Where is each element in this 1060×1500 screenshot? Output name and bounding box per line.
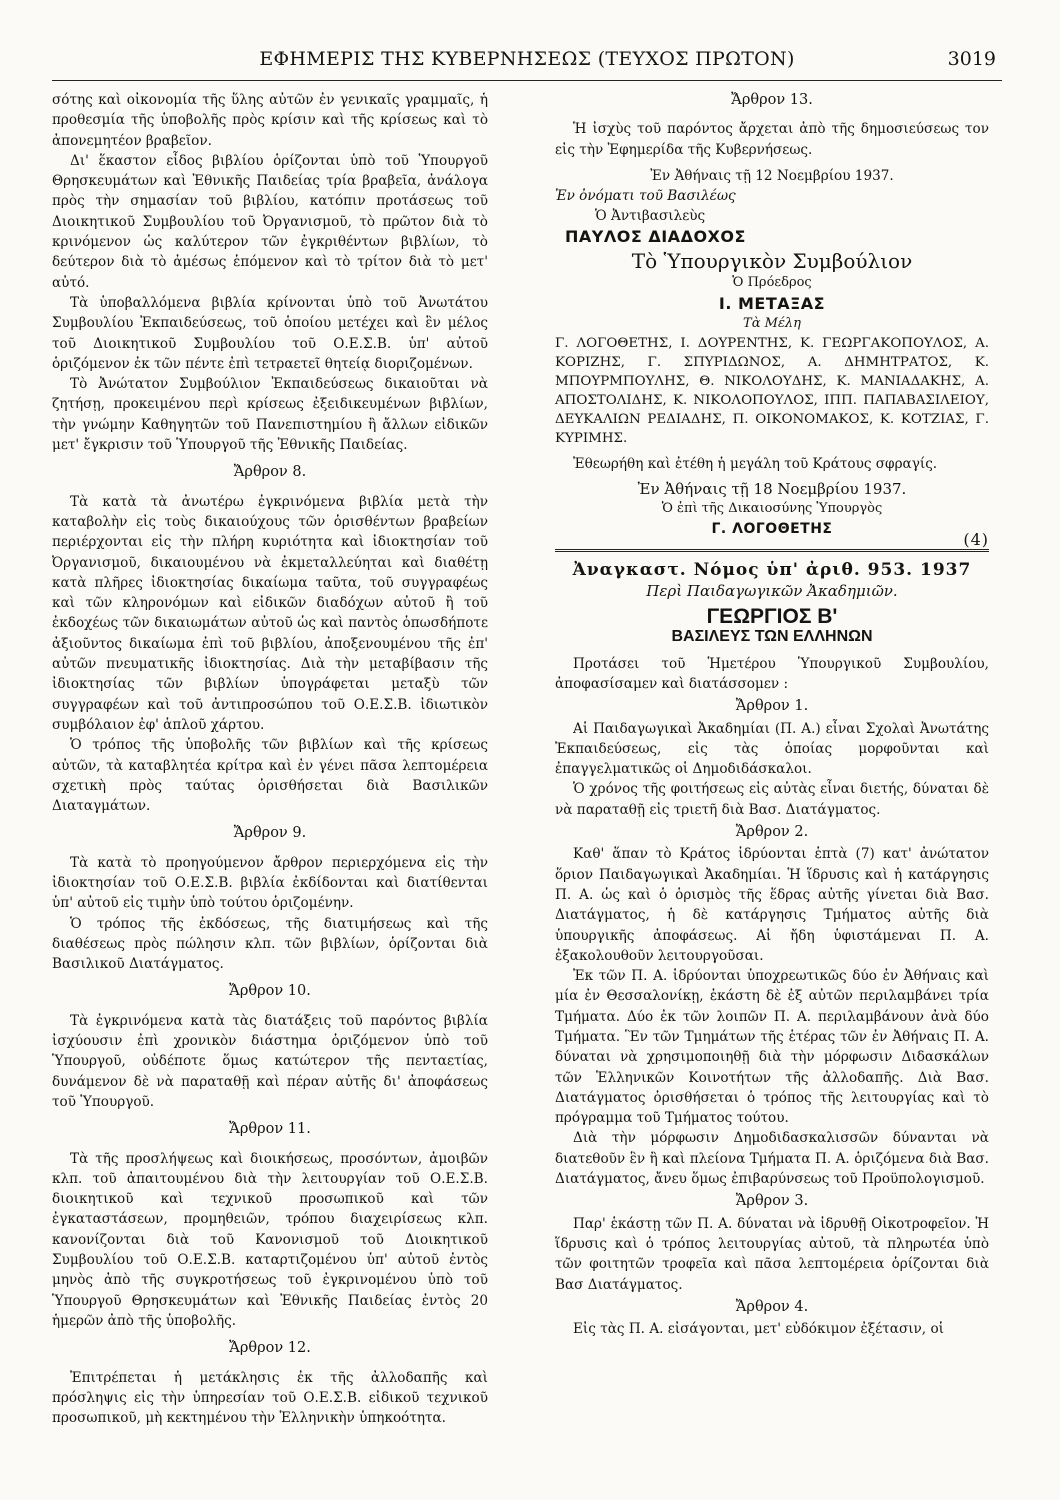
page-number: 3019	[947, 48, 996, 70]
left-column	[52, 90, 488, 1428]
gazette-title: ΕΦΗΜΕΡΙΣ ΤΗΣ ΚΥΒΕΡΝΗΣΕΩΣ (ΤΕΥΧΟΣ ΠΡΩΤΟΝ)	[259, 48, 795, 70]
law-title	[555, 530, 989, 581]
regent-label: Ὁ Ἀντιβασιλεὺς	[595, 208, 706, 225]
paragraph: Διὰ τὴν μόρφωσιν Δημοδιδασκαλισσῶν δύνανται νὰ διατεθοῦν ἓν ἢ καὶ πλείονα Τμήματα Π. Α. ὁριζόμενα διὰ Βασ. Διατάγματος, ἄνευ ὅμως ἐπιβαρύνσεως τοῦ Προϋπολογισμοῦ.	[555, 1130, 989, 1188]
date-line: Ἐν Ἀθήναις τῇ 12 Νοεμβρίου 1937.	[650, 167, 894, 184]
paragraph: Τὰ κατὰ τὰ ἀνωτέρω ἐγκρινόμενα βιβλία μετὰ τὴν καταβολὴν εἰς τοὺς δικαιούχους τῶν ὁρισθέντων βραβείων περιέρχονται εἰς τὴν πλήρη κυριότητα καὶ ἰδιοκτησίαν τοῦ Ὀργανισμοῦ, δικαιουμένου νὰ ἐκμεταλλεύηται καὶ διαθέτῃ κατὰ πλῆρες ἰδιοκτησίας δικαίωμα ταῦτα, τοῦ συγγραφέως καὶ τῶν κληρονόμων καὶ εἰδικῶν διαδόχων αὐτοῦ ἢ τοῦ ἐκδοχέως τῶν δικαιωμάτων αὐτοῦ ὡς καὶ παντὸς ὁπωσδήποτε ἀξιοῦντος δικαίωμα ἐπὶ τοῦ βιβλίου, ἀποξενουμένου τῆς ἐπ' αὐτῶν πνευματικῆς ἰδιοκτησίας. Διὰ τὴν μεταβίβασιν τῆς ἰδιοκτησίας τῶν βιβλίων ὑπογράφεται μεταξὺ τῶν συγγραφέων καὶ τοῦ ἀντιπροσώπου τοῦ Ο.Ε.Σ.Β. ἰδιωτικὸν συμβόλαιον ἐφ' ἁπλοῦ χάρτου.	[52, 493, 488, 733]
paragraph: Τὰ τῆς προσλήψεως καὶ διοικήσεως, προσόντων, ἀμοιβῶν κλπ. τοῦ ἀπαιτουμένου διὰ τὴν λειτουργίαν τοῦ Ο.Ε.Σ.Β. διοικητικοῦ καὶ τεχνικοῦ προσωπικοῦ καὶ τῶν ἐγκαταστάσεων, προμηθειῶν, τρόπου διαχειρίσεως κλπ. κανονίζονται διὰ τοῦ Κανονισμοῦ τοῦ Διοικητικοῦ Συμβουλίου τοῦ Ο.Ε.Σ.Β. καταρτιζομένου ὑπ' αὐτοῦ ἐντὸς μηνὸς ἀπὸ τῆς συγκροτήσεως τοῦ ἐγκρινομένου ὑπὸ τοῦ Ὑπουργοῦ Θρησκευμάτων καὶ Ἐθνικῆς Παιδείας ἐντὸς 20 ἡμερῶν ἀπὸ τῆς ὑποβολῆς.	[52, 1150, 488, 1329]
paragraph: Παρ' ἑκάστῃ τῶν Π. Α. δύναται νὰ ἱδρυθῇ Οἰκοτροφεῖον. Ἡ ἵδρυσις καὶ ὁ τρόπος λειτουργίας αὐτοῦ, τὰ πληρωτέα ὑπὸ τῶν φοιτητῶν τροφεῖα καὶ πᾶσα λεπτομέρεια ὁρίζονται διὰ Βασ Διατάγματος.	[555, 1215, 989, 1293]
minister-label: Ὁ ἐπὶ τῆς Δικαιοσύνης Ὑπουργὸς	[661, 500, 883, 516]
law-title-text: Ἀναγκαστ. Νόμος ὑπ' ἀριθ. 953. 1937	[572, 560, 972, 581]
article-heading-3: Ἄρθρον 3.	[735, 1193, 809, 1210]
members-label: Τὰ Μέλη	[743, 315, 801, 331]
seal-line: Ἐθεωρήθη καὶ ἐτέθη ἡ μεγάλη τοῦ Κράτους σφραγίς.	[573, 456, 938, 473]
right-column	[555, 90, 989, 1339]
date-line: Ἐν Ἀθήναις τῇ 18 Νοεμβρίου 1937.	[637, 479, 907, 498]
page-header	[52, 46, 1002, 81]
king-name: ΓΕΩΡΓΙΟΣ Β'	[706, 605, 838, 629]
paragraph: Ἐπιτρέπεται ἡ μετάκλησις ἐκ τῆς ἀλλοδαπῆς καὶ πρόσληψις εἰς τὴν ὑπηρεσίαν τοῦ Ο.Ε.Σ.Β. εἰδικοῦ τεχνικοῦ προσωπικοῦ, μὴ κεκτημένου τὴν Ἑλληνικὴν ὑπηκοότητα.	[52, 1369, 488, 1427]
paragraph: Τὰ ἐγκρινόμενα κατὰ τὰς διατάξεις τοῦ παρόντος βιβλία ἰσχύουσιν ἐπὶ χρονικὸν διάστημα ὁριζόμενον ὑπὸ τοῦ Ὑπουργοῦ, οὐδέποτε ὅμως κατώτερον τῆς πενταετίας, δυνάμενον δὲ νὰ παραταθῇ καὶ πέραν αὐτῆς δι' ἀποφάσεως τοῦ Ὑπουργοῦ.	[52, 1012, 488, 1110]
paragraph: σότης καὶ οἰκονομία τῆς ὕλης αὐτῶν ἐν γενικαῖς γραμμαῖς, ἡ προθεσμία τῆς ὑποβολῆς πρὸς κρίσιν καὶ τῆς κρίσεως καὶ τὸ ἀπονεμητέον βραβεῖον.	[52, 92, 488, 149]
article-heading-11: Ἄρθρον 11.	[229, 1121, 311, 1138]
regent-signature: ΠΑΥΛΟΣ ΔΙΑΔΟΧΟΣ	[565, 226, 746, 246]
law-number: (4)	[963, 530, 989, 550]
paragraph: Εἰς τὰς Π. Α. εἰσάγονται, μετ' εὐδόκιμον ἐξέτασιν, οἱ	[573, 1321, 944, 1338]
article-heading-2: Ἄρθρον 2.	[735, 824, 809, 841]
paragraph: Αἱ Παιδαγωγικαὶ Ἀκαδημίαι (Π. Α.) εἶναι Σχολαὶ Ἀνωτάτης Ἐκπαιδεύσεως, εἰς τὰς ὁποίας μορφοῦνται καὶ ἐπαγγελματικῶς οἱ Δημοδιδάσκαλοι.	[555, 720, 989, 778]
king-title: ΒΑΣΙΛΕΥΣ ΤΩΝ ΕΛΛΗΝΩΝ	[671, 628, 873, 646]
minister-signature: Γ. ΛΟΓΟΘΕΤΗΣ	[711, 521, 833, 538]
paragraph: Ὁ τρόπος τῆς ἐκδόσεως, τῆς διατιμήσεως καὶ τῆς διαθέσεως πρὸς πώλησιν κλπ. τῶν βιβλίων, ὁρίζονται διὰ Βασιλικοῦ Διατάγματος.	[52, 915, 488, 973]
president-signature: Ι. ΜΕΤΑΞΑΣ	[718, 293, 826, 313]
article-heading-1: Ἄρθρον 1.	[735, 698, 809, 715]
paragraph: Ἡ ἰσχὺς τοῦ παρόντος ἄρχεται ἀπὸ τῆς δημοσιεύσεως τον εἰς τὴν Ἐφημερίδα τῆς Κυβερνήσεως.	[555, 121, 989, 158]
in-name-of-king: Ἐν ὀνόματι τοῦ Βασιλέως	[555, 188, 736, 205]
article-heading-8: Ἄρθρον 8.	[233, 464, 307, 481]
council-heading: Τὸ Ὑπουργικὸν Συμβούλιον	[631, 249, 913, 274]
members-list: Γ. ΛΟΓΟΘΕΤΗΣ, Ι. ΔΟΥΡΕΝΤΗΣ, Κ. ΓΕΩΡΓΑΚΟΠΟΥΛΟΣ, Α. ΚΟΡΙΖΗΣ, Γ. ΣΠΥΡΙΔΩΝΟΣ, Α. ΔΗΜΗΤΡΑΤΟΣ, Κ. ΜΠΟΥΡΜΠΟΥΛΗΣ, Θ. ΝΙΚΟΛΟΥΔΗΣ, Κ. ΜΑΝΙΑΔΑΚΗΣ, Α. ΑΠΟΣΤΟΛΙΔΗΣ, Κ. ΝΙΚΟΛΟΠΟΥΛΟΣ, ΙΠΠ. ΠΑΠΑΒΑΣΙΛΕΙΟΥ, ΔΕΥΚΑΛΙΩΝ ΡΕΔΙΑΔΗΣ, Π. ΟΙΚΟΝΟΜΑΚΟΣ, Κ. ΚΟΤΖΙΑΣ, Γ. ΚΥΡΙΜΗΣ.	[555, 336, 989, 447]
paragraph: Ὁ χρόνος τῆς φοιτήσεως εἰς αὐτὰς εἶναι διετής, δύναται δὲ νὰ παραταθῇ εἰς τριετῆ διὰ Βασ. Διατάγματος.	[555, 781, 989, 818]
law-subtitle: Περὶ Παιδαγωγικῶν Ἀκαδημιῶν.	[646, 581, 898, 600]
paragraph: Προτάσει τοῦ Ἡμετέρου Ὑπουργικοῦ Συμβουλίου, ἀποφασίσαμεν καὶ διατάσσομεν :	[555, 655, 989, 692]
article-heading-13: Ἄρθρον 13.	[731, 92, 813, 108]
article-heading-12: Ἄρθρον 12.	[229, 1340, 311, 1357]
president-label: Ὁ Πρόεδρος	[732, 275, 812, 291]
paragraph: Τὸ Ἀνώτατον Συμβούλιον Ἐκπαιδεύσεως δικαιοῦται νὰ ζητήσῃ, προκειμένου περὶ κρίσεως ἐξειδικευμένων βιβλίων, τὴν γνώμην Καθηγητῶν τοῦ Πανεπιστημίου ἢ ἄλλων εἰδικῶν μετ' ἔγκρισιν τοῦ Ὑπουργοῦ τῆς Ἐθνικῆς Παιδείας.	[52, 376, 488, 454]
paragraph: Ὁ τρόπος τῆς ὑποβολῆς τῶν βιβλίων καὶ τῆς κρίσεως αὐτῶν, τὰ καταβλητέα κρίτρα καὶ ἐν γένει πᾶσα λεπτομέρεια σχετικὴ πρὸς ταύτας ὁρισθήσεται διὰ Βασιλικῶν Διαταγμάτων.	[52, 737, 488, 815]
paragraph: Τὰ ὑποβαλλόμενα βιβλία κρίνονται ὑπὸ τοῦ Ἀνωτάτου Συμβουλίου Ἐκπαιδεύσεως, τοῦ ὁποίου μετέχει καὶ ἓν μέλος τοῦ Διοικητικοῦ Συμβουλίου τοῦ Ο.Ε.Σ.Β. ὑπ' αὐτοῦ ὁριζόμενον ἐκ τῶν πέντε ἐπὶ τετραετεῖ θητείᾳ διοριζομένων.	[52, 294, 488, 372]
paragraph: Δι' ἕκαστον εἶδος βιβλίου ὁρίζονται ὑπὸ τοῦ Ὑπουργοῦ Θρησκευμάτων καὶ Ἐθνικῆς Παιδείας τρία βραβεῖα, ἀνάλογα πρὸς τὴν σημασίαν τοῦ βιβλίου, κατόπιν προτάσεως τοῦ Διοικητικοῦ Συμβουλίου τοῦ Ὀργανισμοῦ, τὸ πρῶτον διὰ τὸ κρινόμενον ὡς καλύτερον τῶν ἐγκριθέντων βιβλίων, τὸ δεύτερον διὰ τὸ ἀμέσως ἑπόμενον καὶ τὸ τρίτον διὰ τὸ μετ' αὐτό.	[52, 152, 488, 291]
paragraph: Καθ' ἅπαν τὸ Κράτος ἱδρύονται ἑπτὰ (7) κατ' ἀνώτατον ὅριον Παιδαγωγικαὶ Ἀκαδημίαι. Ἡ ἵδρυσις καὶ ἡ κατάργησις Π. Α. ὡς καὶ ὁ ὁρισμὸς τῆς ἕδρας αὐτῆς γίνεται διὰ Βασ. Διατάγματος, ἡ δὲ κατάργησις Τμήματος αὐτῆς διὰ ὑπουργικῆς ἀποφάσεως. Αἱ ἤδη ὑφιστάμεναι Π. Α. ἐξακολουθοῦν λειτουργοῦσαι.	[555, 846, 989, 964]
paragraph: Ἐκ τῶν Π. Α. ἱδρύονται ὑποχρεωτικῶς δύο ἐν Ἀθήναις καὶ μία ἐν Θεσσαλονίκῃ, ἑκάστη δὲ ἐξ αὐτῶν περιλαμβάνει τρία Τμήματα. Δύο ἐκ τῶν λοιπῶν Π. Α. περιλαμβάνουν ἀνὰ δύο Τμήματα. Ἓν τῶν Τμημάτων τῆς ἑτέρας τῶν ἐν Ἀθήναις Π. Α. δύναται νὰ χρησιμοποιηθῇ διὰ τὴν μόρφωσιν Διδασκάλων τῶν Ἑλληνικῶν Κοινοτήτων τῆς ἀλλοδαπῆς. Διὰ Βασ. Διατάγματος ὁρισθήσεται ὁ τρόπος τῆς λειτουργίας καὶ τὸ πρόγραμμα τοῦ Τμήματος τούτου.	[555, 968, 989, 1127]
article-heading-4: Ἄρθρον 4.	[735, 1298, 809, 1315]
article-heading-10: Ἄρθρον 10.	[229, 983, 311, 1000]
paragraph: Τὰ κατὰ τὸ προηγούμενον ἄρθρον περιερχόμενα εἰς τὴν ἰδιοκτησίαν τοῦ Ο.Ε.Σ.Β. βιβλία ἐκδίδονται καὶ διατίθενται ὑπ' αὐτοῦ εἰς τιμὴν ὑπὸ τούτου ὁριζομένην.	[52, 854, 488, 912]
article-heading-9: Ἄρθρον 9.	[233, 825, 307, 842]
